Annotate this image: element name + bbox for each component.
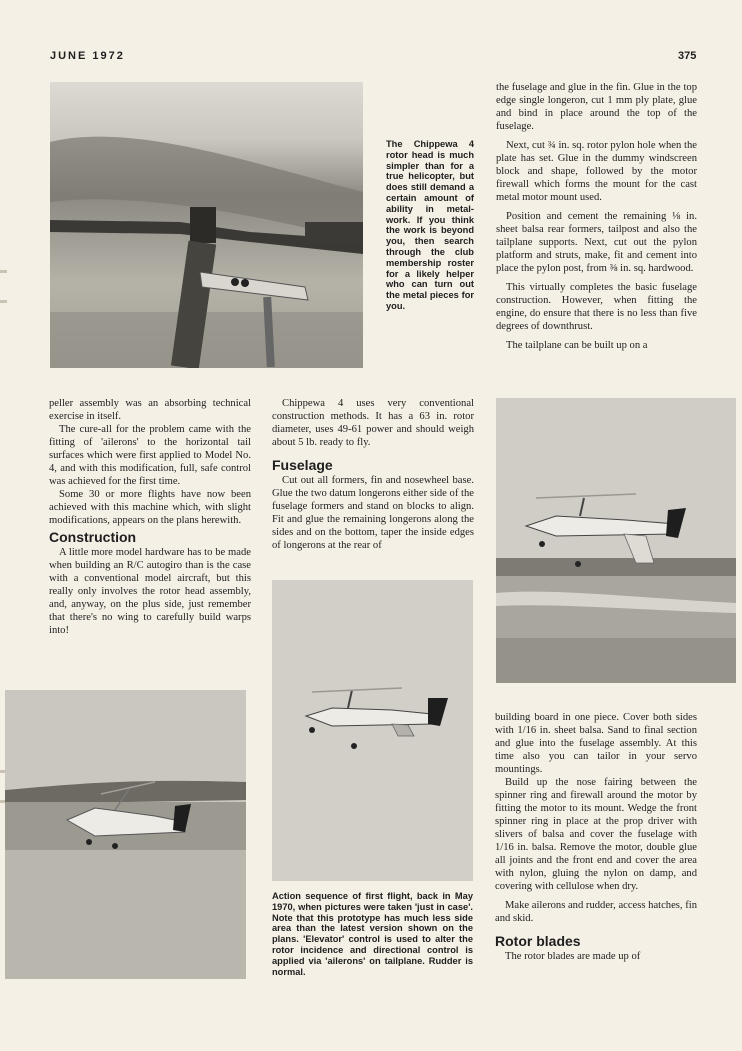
section-heading-rotor-blades: Rotor blades xyxy=(495,933,581,949)
paragraph: Build up the nose fairing between the spinner ring and firewall around the motor by fitting the motor to its mount. Wedge the front spinner ring in place at the prop driver with slivers of balsa and cover the fuselage with 1/16 in. balsa. Remove the motor, double glue all joints and the front end and cover the area with nylon, gluing the nylon on damp, and covering with cellulose when dry. xyxy=(495,777,697,892)
column-left xyxy=(49,397,251,637)
paragraph: The cure-all for the problem came with the fitting of 'ailerons' to the horizontal tail surfaces which were first applied to Model No. 4, and with this modification, full, safe control was achieved for the first time. xyxy=(49,424,251,487)
paragraph: Make ailerons and rudder, access hatches, fin and skid. xyxy=(495,900,697,924)
binding-mark xyxy=(0,270,7,273)
paragraph: The tailplane can be built up on a xyxy=(506,340,648,351)
column-right-bottom xyxy=(495,711,697,963)
running-header-date: JUNE 1972 xyxy=(50,50,125,62)
paragraph: Cut out all formers, fin and nosewheel base. Glue the two datum longerons either side of the fuselage formers and stand on blocks to align. Fit and glue the remaining longerons along the sides and on the bottom, taper the inside edges of longerons at the rear of xyxy=(272,475,474,551)
page-number: 375 xyxy=(678,50,697,62)
caption-rotor-head: The Chippewa 4 rotor head is much simpler than for a true helicopter, but does still demand a certain amount of ability in metalwork. If you think the work is beyond you, then search through the club membership roster for a likely helper who can turn out the metal pieces for you. xyxy=(386,139,474,311)
column-right-top xyxy=(496,81,697,352)
binding-mark xyxy=(0,300,7,303)
paragraph: Chippewa 4 uses very conventional construction methods. It has a 63 in. rotor diameter, uses 49-61 power and should weigh about 5 lb. ready to fly. xyxy=(272,398,474,448)
paragraph: The rotor blades are made up of xyxy=(505,951,641,962)
photo-autogiro-flight-2 xyxy=(272,580,473,881)
paragraph: A little more model hardware has to be made when building an R/C autogiro than is the case with a conventional model aircraft, but this really only involves the rotor head assembly, and, anyway, on the plus side, just remember that there's no wing to carefully build warps into! xyxy=(49,547,251,636)
paragraph: This virtually completes the basic fuselage construction. However, when fitting the engine, do ensure that there is no less than five degrees of downthrust. xyxy=(496,282,697,332)
photo-autogiro-flight-3 xyxy=(496,398,736,683)
section-heading-construction: Construction xyxy=(49,529,137,545)
caption-flight-sequence: Action sequence of first flight, back in May 1970, when pictures were taken 'just in case'. Note that this prototype has much less side area than the latest version shown on the plans. 'Elevator' control is used to alter the rotor incidence and directional control is applied via 'ailerons' on tailplane. Rudder is normal. xyxy=(272,891,473,977)
paragraph: Some 30 or more flights have now been achieved with this machine which, with slight modifications, appears on the plans herewith. xyxy=(49,489,251,526)
column-middle xyxy=(272,397,474,552)
paragraph: the fuselage and glue in the fin. Glue in the top edge single longeron, cut 1 mm ply plate, glue and bind in place around the top of the fuselage. xyxy=(496,82,697,132)
section-heading-fuselage: Fuselage xyxy=(272,457,333,473)
photo-autogiro-flight-1 xyxy=(5,690,246,979)
paragraph: building board in one piece. Cover both sides with 1/16 in. sheet balsa. Sand to final section and glue into the fuselage assembly. At this time also you can tailor in your servo mountings. xyxy=(495,712,697,775)
paragraph: peller assembly was an absorbing technical exercise in itself. xyxy=(49,398,251,422)
photo-rotor-head xyxy=(50,82,363,368)
paragraph: Position and cement the remaining ⅛ in. sheet balsa rear formers, tailpost and also the tailplane supports. Next, cut out the pylon platform and struts, make, fit and cement into place the pylon post, from ⅜ in. sq. hardwood. xyxy=(496,211,697,274)
paragraph: Next, cut ¾ in. sq. rotor pylon hole when the plate has set. Glue in the dummy windscreen block and shape, followed by the motor firewall which forms the mount for the cast metal motor mount used. xyxy=(496,140,697,203)
